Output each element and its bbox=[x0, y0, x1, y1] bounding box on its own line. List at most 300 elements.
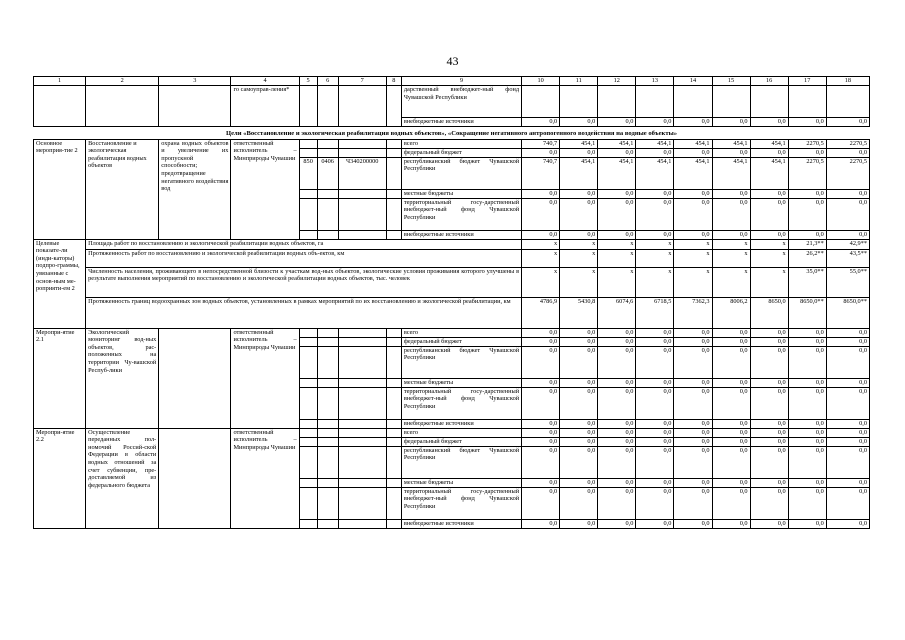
value-cell: 454,1 bbox=[560, 157, 598, 189]
value-cell: x bbox=[522, 249, 560, 267]
code-grbs: 850 bbox=[299, 157, 317, 189]
funding-source: республиканский бюджет Чувашской Республики bbox=[401, 346, 521, 378]
value-cell: 0,0 bbox=[674, 230, 712, 239]
table-cell bbox=[386, 86, 401, 127]
indicator-name: Протяженность работ по восстановлению и экологической реабилитации водных объ-ектов, км bbox=[86, 249, 522, 267]
column-header: 6 bbox=[317, 77, 338, 86]
value-cell: 454,1 bbox=[750, 139, 788, 148]
table-cell bbox=[317, 519, 338, 528]
value-cell: 0,0 bbox=[750, 337, 788, 346]
value-cell: 454,1 bbox=[750, 157, 788, 189]
value-cell: 0,0 bbox=[750, 118, 788, 127]
value-cell: 0,0 bbox=[522, 478, 560, 487]
value-cell: 0,0 bbox=[674, 346, 712, 378]
value-cell: 0,0 bbox=[560, 118, 598, 127]
indicator-row bbox=[34, 267, 870, 297]
value-cell: 0,0 bbox=[750, 437, 788, 446]
value-cell: 0,0 bbox=[522, 446, 560, 478]
value-cell: 26,2** bbox=[788, 249, 826, 267]
value-cell: 0,0 bbox=[560, 148, 598, 157]
table-cell bbox=[317, 230, 338, 239]
funding-source: территориальный госу-дарственный внебюджет-ный фонд Чувашской Республики bbox=[401, 487, 521, 519]
table-cell bbox=[386, 446, 401, 478]
value-cell: 0,0 bbox=[598, 198, 636, 230]
value-cell: x bbox=[674, 267, 712, 297]
table-cell bbox=[299, 378, 317, 387]
value-cell: x bbox=[750, 267, 788, 297]
value-cell: 0,0 bbox=[788, 148, 826, 157]
task-cell: охрана водных объектов и увеличение их пропускной способности; предотвращение негативного воздействия вод bbox=[159, 139, 231, 239]
executor-cell: ответственный исполнитель – Минприроды Чувашии bbox=[231, 328, 299, 428]
funding-source: федеральный бюджет bbox=[401, 337, 521, 346]
value-cell: 0,0 bbox=[598, 328, 636, 337]
indicator-name: Численность населения, проживающего в непосредственной близости к участкам вод-ных объектов, экологические условия проживания которого улучшены в результате выполнения мероприятий по восстановлению и экологической реабилитации водных объектов, тыс. человек bbox=[86, 267, 522, 297]
value-cell: 0,0 bbox=[522, 387, 560, 419]
funding-source: внебюджетные источники bbox=[401, 230, 521, 239]
table-cell bbox=[299, 328, 317, 337]
value-cell: 0,0 bbox=[674, 428, 712, 437]
value-cell: 0,0 bbox=[826, 487, 869, 519]
table-cell bbox=[338, 378, 386, 387]
table-cell bbox=[317, 419, 338, 428]
table-cell bbox=[338, 230, 386, 239]
value-cell: 0,0 bbox=[712, 118, 750, 127]
value-cell: 0,0 bbox=[712, 519, 750, 528]
value-cell: 0,0 bbox=[560, 487, 598, 519]
value-cell: 0,0 bbox=[826, 230, 869, 239]
column-header: 8 bbox=[386, 77, 401, 86]
value-cell: 0,0 bbox=[712, 230, 750, 239]
value-cell: 0,0 bbox=[598, 437, 636, 446]
column-header: 18 bbox=[826, 77, 869, 86]
table-cell bbox=[34, 86, 86, 127]
table-cell bbox=[317, 478, 338, 487]
funding-source: всего bbox=[401, 139, 521, 148]
table-cell bbox=[299, 230, 317, 239]
value-cell: 0,0 bbox=[522, 230, 560, 239]
value-cell: 0,0 bbox=[560, 519, 598, 528]
value-cell: 0,0 bbox=[712, 437, 750, 446]
value-cell: 454,1 bbox=[636, 139, 674, 148]
table-cell bbox=[159, 428, 231, 528]
table-cell bbox=[317, 346, 338, 378]
column-header: 12 bbox=[598, 77, 636, 86]
value-cell: x bbox=[598, 239, 636, 249]
indicator-row bbox=[34, 239, 870, 249]
value-cell: 0,0 bbox=[636, 346, 674, 378]
value-cell: 0,0 bbox=[636, 378, 674, 387]
table-cell bbox=[338, 446, 386, 478]
value-cell: 0,0 bbox=[560, 328, 598, 337]
value-cell: 0,0 bbox=[712, 148, 750, 157]
value-cell: 0,0 bbox=[522, 487, 560, 519]
value-cell: 2270,5 bbox=[826, 139, 869, 148]
value-cell: 0,0 bbox=[788, 337, 826, 346]
table-cell bbox=[338, 86, 386, 127]
value-cell: x bbox=[560, 239, 598, 249]
value-cell: 0,0 bbox=[598, 478, 636, 487]
table-cell bbox=[299, 478, 317, 487]
value-cell: 0,0 bbox=[788, 118, 826, 127]
value-cell: 0,0 bbox=[674, 337, 712, 346]
value-cell: 0,0 bbox=[826, 198, 869, 230]
value-cell: 0,0 bbox=[788, 230, 826, 239]
value-cell: 0,0 bbox=[598, 519, 636, 528]
table-row bbox=[34, 328, 870, 337]
measure-name: Экологический мониторинг вод-ных объектов, рас-положенных на территории Чу-вашской Респуб-лики bbox=[86, 328, 159, 428]
value-cell: 0,0 bbox=[560, 198, 598, 230]
value-cell: 0,0 bbox=[636, 387, 674, 419]
measure-label: Меропри-ятие 2.1 bbox=[34, 328, 86, 428]
table-cell bbox=[386, 428, 401, 437]
value-cell: 0,0 bbox=[522, 198, 560, 230]
table-cell bbox=[338, 387, 386, 419]
table-cell bbox=[386, 478, 401, 487]
table-cell bbox=[317, 139, 338, 148]
table-row bbox=[34, 86, 870, 118]
value-cell: x bbox=[712, 239, 750, 249]
value-cell: 8650,0 bbox=[750, 297, 788, 328]
column-header: 15 bbox=[712, 77, 750, 86]
table-cell bbox=[386, 378, 401, 387]
table-cell bbox=[299, 419, 317, 428]
value-cell: 2270,5 bbox=[788, 157, 826, 189]
value-cell: 0,0 bbox=[636, 437, 674, 446]
table-cell bbox=[338, 198, 386, 230]
value-cell: 0,0 bbox=[560, 230, 598, 239]
value-cell: 0,0 bbox=[636, 230, 674, 239]
value-cell: x bbox=[636, 239, 674, 249]
funding-source: всего bbox=[401, 428, 521, 437]
value-cell: 6718,5 bbox=[636, 297, 674, 328]
table-cell bbox=[317, 86, 338, 127]
value-cell: x bbox=[750, 239, 788, 249]
table-cell bbox=[159, 86, 231, 127]
value-cell: 0,0 bbox=[712, 446, 750, 478]
value-cell: 0,0 bbox=[712, 478, 750, 487]
value-cell: x bbox=[598, 267, 636, 297]
value-cell: 0,0 bbox=[788, 428, 826, 437]
value-cell: 4786,9 bbox=[522, 297, 560, 328]
value-cell: 0,0 bbox=[636, 337, 674, 346]
value-cell: 454,1 bbox=[712, 157, 750, 189]
column-header: 13 bbox=[636, 77, 674, 86]
table-cell bbox=[338, 337, 386, 346]
table-cell bbox=[338, 148, 386, 157]
table-cell bbox=[386, 437, 401, 446]
table-cell bbox=[338, 487, 386, 519]
value-cell: 0,0 bbox=[560, 337, 598, 346]
value-cell bbox=[674, 86, 712, 118]
value-cell: 0,0 bbox=[636, 328, 674, 337]
table-cell bbox=[386, 387, 401, 419]
value-cell: 0,0 bbox=[674, 387, 712, 419]
measure-name: Восстановление и экологическая реабилитация водных объектов bbox=[86, 139, 159, 239]
column-header: 14 bbox=[674, 77, 712, 86]
value-cell: 0,0 bbox=[826, 346, 869, 378]
value-cell: 0,0 bbox=[636, 478, 674, 487]
value-cell: 0,0 bbox=[750, 478, 788, 487]
value-cell: 8650,0** bbox=[826, 297, 869, 328]
value-cell: x bbox=[636, 249, 674, 267]
value-cell: 0,0 bbox=[674, 189, 712, 198]
column-header: 4 bbox=[231, 77, 299, 86]
value-cell: 42,9** bbox=[826, 239, 869, 249]
table-cell bbox=[317, 437, 338, 446]
value-cell: 0,0 bbox=[750, 346, 788, 378]
funding-source: дарственный внебюджет-ный фонд Чувашской Республики bbox=[401, 86, 521, 118]
value-cell: 0,0 bbox=[712, 198, 750, 230]
value-cell: 0,0 bbox=[598, 446, 636, 478]
value-cell: 454,1 bbox=[560, 139, 598, 148]
table-cell bbox=[338, 346, 386, 378]
value-cell: 0,0 bbox=[674, 378, 712, 387]
column-header: 11 bbox=[560, 77, 598, 86]
value-cell: 0,0 bbox=[560, 428, 598, 437]
value-cell: 0,0 bbox=[750, 487, 788, 519]
value-cell: 0,0 bbox=[674, 437, 712, 446]
value-cell: 0,0 bbox=[560, 189, 598, 198]
value-cell: 0,0 bbox=[826, 328, 869, 337]
value-cell: 0,0 bbox=[826, 118, 869, 127]
value-cell: 0,0 bbox=[674, 419, 712, 428]
column-header: 17 bbox=[788, 77, 826, 86]
table-cell bbox=[317, 328, 338, 337]
value-cell: 0,0 bbox=[636, 419, 674, 428]
value-cell: 0,0 bbox=[826, 419, 869, 428]
value-cell: 0,0 bbox=[636, 198, 674, 230]
value-cell: 0,0 bbox=[522, 378, 560, 387]
value-cell: x bbox=[712, 249, 750, 267]
value-cell: 35,0** bbox=[788, 267, 826, 297]
table-cell bbox=[299, 139, 317, 148]
value-cell: 0,0 bbox=[750, 198, 788, 230]
table-cell bbox=[338, 419, 386, 428]
funding-source: республиканский бюджет Чувашской Республики bbox=[401, 157, 521, 189]
table-cell bbox=[299, 437, 317, 446]
value-cell: 0,0 bbox=[750, 419, 788, 428]
indicator-name: Площадь работ по восстановлению и экологической реабилитации водных объектов, га bbox=[86, 239, 522, 249]
table-cell bbox=[386, 198, 401, 230]
value-cell: 0,0 bbox=[560, 378, 598, 387]
value-cell: 0,0 bbox=[712, 428, 750, 437]
indicator-row bbox=[34, 249, 870, 267]
value-cell: x bbox=[560, 249, 598, 267]
value-cell: 0,0 bbox=[560, 437, 598, 446]
value-cell: 55,0** bbox=[826, 267, 869, 297]
value-cell: 0,0 bbox=[750, 189, 788, 198]
value-cell: 0,0 bbox=[522, 118, 560, 127]
value-cell: 2270,5 bbox=[788, 139, 826, 148]
table-cell bbox=[317, 428, 338, 437]
executor-cell: ответственный исполнитель – Минприроды Чувашии bbox=[231, 139, 299, 239]
value-cell: 2270,5 bbox=[826, 157, 869, 189]
table-cell bbox=[86, 86, 159, 127]
column-header: 1 bbox=[34, 77, 86, 86]
value-cell: x bbox=[674, 239, 712, 249]
table-cell bbox=[317, 337, 338, 346]
value-cell: 21,3** bbox=[788, 239, 826, 249]
value-cell: 0,0 bbox=[826, 437, 869, 446]
value-cell: 0,0 bbox=[826, 378, 869, 387]
value-cell: 0,0 bbox=[598, 189, 636, 198]
value-cell: 454,1 bbox=[636, 157, 674, 189]
value-cell: 0,0 bbox=[522, 428, 560, 437]
column-header: 3 bbox=[159, 77, 231, 86]
value-cell: 0,0 bbox=[598, 378, 636, 387]
value-cell: 0,0 bbox=[826, 519, 869, 528]
value-cell: 0,0 bbox=[826, 387, 869, 419]
goal-row bbox=[34, 127, 870, 140]
value-cell: 0,0 bbox=[598, 346, 636, 378]
value-cell: 0,0 bbox=[636, 148, 674, 157]
table-cell bbox=[299, 198, 317, 230]
value-cell: 0,0 bbox=[712, 378, 750, 387]
value-cell: 0,0 bbox=[788, 437, 826, 446]
table-cell bbox=[338, 189, 386, 198]
table-cell bbox=[299, 189, 317, 198]
table-cell bbox=[338, 139, 386, 148]
value-cell: 0,0 bbox=[788, 419, 826, 428]
value-cell: 454,1 bbox=[598, 139, 636, 148]
value-cell bbox=[636, 86, 674, 118]
value-cell: 0,0 bbox=[826, 148, 869, 157]
table-cell bbox=[317, 446, 338, 478]
value-cell: 0,0 bbox=[598, 419, 636, 428]
value-cell: 0,0 bbox=[788, 328, 826, 337]
table-row bbox=[34, 139, 870, 148]
table-cell bbox=[317, 378, 338, 387]
value-cell: 0,0 bbox=[826, 189, 869, 198]
value-cell: 0,0 bbox=[750, 230, 788, 239]
value-cell: 0,0 bbox=[826, 478, 869, 487]
value-cell: 43,5** bbox=[826, 249, 869, 267]
value-cell: 0,0 bbox=[788, 189, 826, 198]
table-cell bbox=[386, 157, 401, 189]
value-cell: 0,0 bbox=[598, 487, 636, 519]
column-header: 5 bbox=[299, 77, 317, 86]
table-cell bbox=[338, 428, 386, 437]
table-cell bbox=[299, 428, 317, 437]
table-cell bbox=[386, 148, 401, 157]
value-cell bbox=[750, 86, 788, 118]
value-cell: 0,0 bbox=[636, 428, 674, 437]
value-cell: 0,0 bbox=[674, 519, 712, 528]
value-cell: 0,0 bbox=[522, 328, 560, 337]
value-cell: 0,0 bbox=[826, 428, 869, 437]
table-cell bbox=[386, 346, 401, 378]
value-cell: 0,0 bbox=[712, 419, 750, 428]
value-cell: x bbox=[750, 249, 788, 267]
funding-source: территориальный госу-дарственный внебюджет-ный фонд Чувашской Республики bbox=[401, 198, 521, 230]
value-cell: 0,0 bbox=[712, 387, 750, 419]
value-cell: 0,0 bbox=[712, 346, 750, 378]
table-cell bbox=[317, 198, 338, 230]
value-cell: x bbox=[636, 267, 674, 297]
value-cell: 0,0 bbox=[826, 446, 869, 478]
indicator-name: Протяженность границ водоохранных зон водных объектов, установленных в рамках мероприятий по их восстановлению и экологической реабилитации, км bbox=[86, 297, 522, 328]
table-cell bbox=[299, 519, 317, 528]
value-cell: 8006,2 bbox=[712, 297, 750, 328]
value-cell: 0,0 bbox=[788, 487, 826, 519]
value-cell: 0,0 bbox=[788, 378, 826, 387]
value-cell: 0,0 bbox=[712, 337, 750, 346]
value-cell: 740,7 bbox=[522, 157, 560, 189]
value-cell: 0,0 bbox=[788, 446, 826, 478]
value-cell: 0,0 bbox=[636, 446, 674, 478]
table-cell bbox=[299, 446, 317, 478]
value-cell: 0,0 bbox=[598, 428, 636, 437]
funding-source: местные бюджеты bbox=[401, 378, 521, 387]
table-cell bbox=[299, 346, 317, 378]
column-header: 16 bbox=[750, 77, 788, 86]
value-cell: x bbox=[560, 267, 598, 297]
table-cell bbox=[159, 328, 231, 428]
value-cell: 0,0 bbox=[522, 337, 560, 346]
value-cell: 0,0 bbox=[522, 189, 560, 198]
value-cell bbox=[560, 86, 598, 118]
value-cell: 5430,8 bbox=[560, 297, 598, 328]
value-cell: 0,0 bbox=[636, 519, 674, 528]
value-cell: 454,1 bbox=[674, 157, 712, 189]
value-cell: 0,0 bbox=[598, 118, 636, 127]
value-cell: 0,0 bbox=[522, 148, 560, 157]
header-row bbox=[34, 77, 870, 86]
value-cell: 0,0 bbox=[750, 328, 788, 337]
value-cell: 454,1 bbox=[598, 157, 636, 189]
value-cell: 0,0 bbox=[750, 148, 788, 157]
table-cell bbox=[386, 519, 401, 528]
value-cell bbox=[522, 86, 560, 118]
value-cell: 0,0 bbox=[712, 328, 750, 337]
value-cell bbox=[712, 86, 750, 118]
value-cell: 0,0 bbox=[598, 337, 636, 346]
value-cell: 0,0 bbox=[750, 446, 788, 478]
value-cell: 0,0 bbox=[674, 328, 712, 337]
table-cell bbox=[338, 519, 386, 528]
funding-source: федеральный бюджет bbox=[401, 148, 521, 157]
measure-label: Меропри-ятие 2.2 bbox=[34, 428, 86, 528]
value-cell: 0,0 bbox=[560, 419, 598, 428]
value-cell: 0,0 bbox=[712, 487, 750, 519]
value-cell: 0,0 bbox=[636, 118, 674, 127]
value-cell: 0,0 bbox=[522, 419, 560, 428]
value-cell: 0,0 bbox=[598, 387, 636, 419]
value-cell: 0,0 bbox=[674, 478, 712, 487]
table-cell bbox=[317, 487, 338, 519]
value-cell: 0,0 bbox=[560, 387, 598, 419]
code-section: 0406 bbox=[317, 157, 338, 189]
value-cell: 0,0 bbox=[788, 346, 826, 378]
table-cell bbox=[386, 487, 401, 519]
funding-source: республиканский бюджет Чувашской Республики bbox=[401, 446, 521, 478]
value-cell: 6074,6 bbox=[598, 297, 636, 328]
value-cell: 0,0 bbox=[674, 198, 712, 230]
value-cell: 0,0 bbox=[750, 519, 788, 528]
table-cell bbox=[299, 387, 317, 419]
table-cell bbox=[299, 337, 317, 346]
value-cell: 0,0 bbox=[788, 478, 826, 487]
value-cell: 0,0 bbox=[826, 337, 869, 346]
value-cell: 0,0 bbox=[560, 446, 598, 478]
table-cell bbox=[386, 139, 401, 148]
code-target: Ч340200000 bbox=[338, 157, 386, 189]
value-cell: 0,0 bbox=[598, 148, 636, 157]
value-cell bbox=[598, 86, 636, 118]
value-cell: 0,0 bbox=[674, 118, 712, 127]
page-number: 43 bbox=[446, 54, 459, 68]
table-cell bbox=[299, 86, 317, 127]
